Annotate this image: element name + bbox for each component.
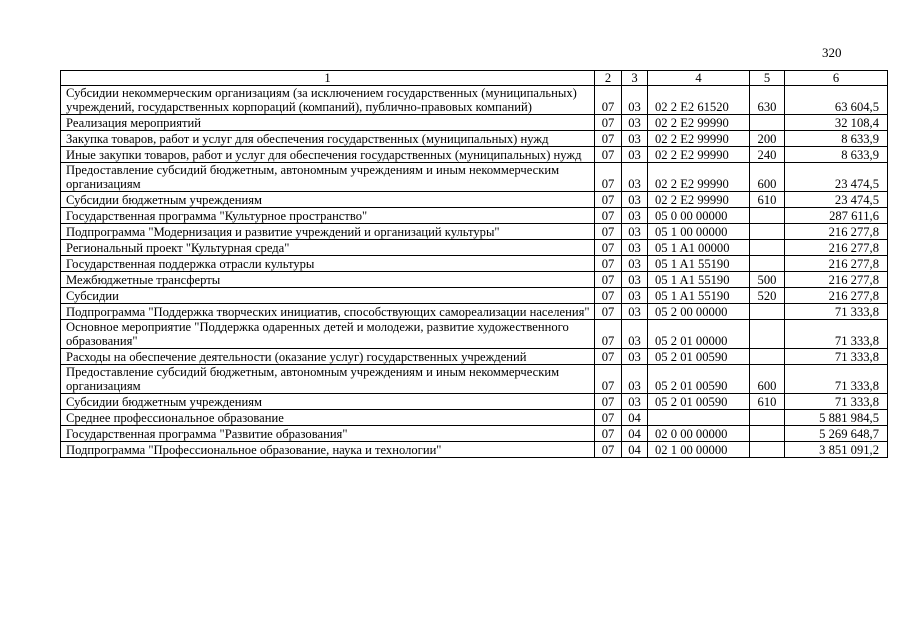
cell-expense-type xyxy=(750,224,785,240)
table-row xyxy=(61,426,888,442)
table-row xyxy=(61,256,888,272)
cell-subsection: 03 xyxy=(622,147,648,163)
cell-target-article: 02 2 E2 99990 xyxy=(648,131,750,147)
cell-subsection: 03 xyxy=(622,131,648,147)
cell-target-article: 05 1 00 00000 xyxy=(648,224,750,240)
table-row xyxy=(61,224,888,240)
cell-expense-type: 500 xyxy=(750,272,785,288)
cell-amount: 71 333,8 xyxy=(785,304,888,320)
cell-expense-type: 240 xyxy=(750,147,785,163)
cell-expense-type xyxy=(750,304,785,320)
cell-target-article: 05 1 A1 55190 xyxy=(648,272,750,288)
cell-name: Субсидии некоммерческим организациям (за исключением государственных (муниципальных) учреждений, государственных корпораций (компаний), публично-правовых компаний) xyxy=(61,86,595,115)
cell-name: Подпрограмма "Модернизация и развитие учреждений и организаций культуры" xyxy=(61,224,595,240)
table-row xyxy=(61,163,888,192)
cell-section: 07 xyxy=(595,240,622,256)
table-row xyxy=(61,208,888,224)
cell-target-article: 05 2 00 00000 xyxy=(648,304,750,320)
cell-name: Закупка товаров, работ и услуг для обеспечения государственных (муниципальных) нужд xyxy=(61,131,595,147)
cell-expense-type xyxy=(750,115,785,131)
cell-amount: 32 108,4 xyxy=(785,115,888,131)
table-row xyxy=(61,115,888,131)
cell-subsection: 03 xyxy=(622,115,648,131)
cell-amount: 216 277,8 xyxy=(785,256,888,272)
cell-target-article: 05 2 01 00000 xyxy=(648,320,750,349)
table-row xyxy=(61,349,888,365)
cell-name: Предоставление субсидий бюджетным, автономным учреждениям и иным некоммерческим организациям xyxy=(61,163,595,192)
cell-subsection: 03 xyxy=(622,394,648,410)
cell-target-article: 05 1 A1 55190 xyxy=(648,288,750,304)
cell-amount: 8 633,9 xyxy=(785,131,888,147)
cell-amount: 5 269 648,7 xyxy=(785,426,888,442)
cell-amount: 216 277,8 xyxy=(785,272,888,288)
cell-section: 07 xyxy=(595,288,622,304)
cell-section: 07 xyxy=(595,394,622,410)
cell-amount: 71 333,8 xyxy=(785,365,888,394)
cell-name: Государственная программа "Культурное пространство" xyxy=(61,208,595,224)
cell-section: 07 xyxy=(595,304,622,320)
table-row xyxy=(61,410,888,426)
cell-name: Межбюджетные трансферты xyxy=(61,272,595,288)
cell-expense-type xyxy=(750,320,785,349)
cell-amount: 3 851 091,2 xyxy=(785,442,888,458)
cell-expense-type: 630 xyxy=(750,86,785,115)
table-row xyxy=(61,304,888,320)
cell-expense-type: 610 xyxy=(750,192,785,208)
cell-subsection: 03 xyxy=(622,192,648,208)
cell-section: 07 xyxy=(595,256,622,272)
table-row xyxy=(61,365,888,394)
cell-expense-type: 600 xyxy=(750,365,785,394)
cell-name: Основное мероприятие "Поддержка одаренных детей и молодежи, развитие художественного образования" xyxy=(61,320,595,349)
cell-amount: 71 333,8 xyxy=(785,320,888,349)
cell-amount: 287 611,6 xyxy=(785,208,888,224)
cell-target-article: 05 2 01 00590 xyxy=(648,365,750,394)
cell-amount: 71 333,8 xyxy=(785,349,888,365)
cell-subsection: 03 xyxy=(622,224,648,240)
cell-subsection: 04 xyxy=(622,442,648,458)
table-row xyxy=(61,240,888,256)
cell-section: 07 xyxy=(595,442,622,458)
table-row xyxy=(61,131,888,147)
cell-amount: 23 474,5 xyxy=(785,163,888,192)
cell-expense-type xyxy=(750,410,785,426)
cell-expense-type: 200 xyxy=(750,131,785,147)
cell-name: Иные закупки товаров, работ и услуг для обеспечения государственных (муниципальных) нужд xyxy=(61,147,595,163)
cell-subsection: 03 xyxy=(622,288,648,304)
cell-target-article: 02 2 E2 99990 xyxy=(648,115,750,131)
cell-name: Реализация мероприятий xyxy=(61,115,595,131)
cell-section: 07 xyxy=(595,410,622,426)
cell-amount: 216 277,8 xyxy=(785,288,888,304)
cell-expense-type xyxy=(750,256,785,272)
cell-expense-type: 520 xyxy=(750,288,785,304)
cell-name: Расходы на обеспечение деятельности (оказание услуг) государственных учреждений xyxy=(61,349,595,365)
table-body xyxy=(61,86,888,458)
cell-subsection: 03 xyxy=(622,163,648,192)
cell-target-article: 02 2 E2 61520 xyxy=(648,86,750,115)
cell-section: 07 xyxy=(595,147,622,163)
cell-name: Субсидии бюджетным учреждениям xyxy=(61,394,595,410)
table-row xyxy=(61,147,888,163)
cell-target-article: 05 2 01 00590 xyxy=(648,349,750,365)
cell-section: 07 xyxy=(595,272,622,288)
cell-name: Подпрограмма "Поддержка творческих инициатив, способствующих самореализации населения" xyxy=(61,304,595,320)
table-row xyxy=(61,394,888,410)
budget-table xyxy=(60,70,888,458)
cell-section: 07 xyxy=(595,224,622,240)
table-row xyxy=(61,86,888,115)
cell-expense-type: 600 xyxy=(750,163,785,192)
cell-amount: 63 604,5 xyxy=(785,86,888,115)
cell-subsection: 03 xyxy=(622,349,648,365)
cell-amount: 71 333,8 xyxy=(785,394,888,410)
cell-target-article xyxy=(648,410,750,426)
table-row xyxy=(61,192,888,208)
cell-amount: 5 881 984,5 xyxy=(785,410,888,426)
cell-name: Субсидии бюджетным учреждениям xyxy=(61,192,595,208)
cell-section: 07 xyxy=(595,131,622,147)
table-row xyxy=(61,288,888,304)
cell-amount: 216 277,8 xyxy=(785,240,888,256)
page-number: 320 xyxy=(822,45,842,60)
cell-target-article: 02 2 E2 99990 xyxy=(648,147,750,163)
table-header-row xyxy=(61,71,888,86)
cell-section: 07 xyxy=(595,208,622,224)
cell-amount: 8 633,9 xyxy=(785,147,888,163)
cell-section: 07 xyxy=(595,426,622,442)
cell-section: 07 xyxy=(595,163,622,192)
cell-amount: 23 474,5 xyxy=(785,192,888,208)
cell-subsection: 03 xyxy=(622,256,648,272)
cell-expense-type: 610 xyxy=(750,394,785,410)
cell-section: 07 xyxy=(595,115,622,131)
cell-section: 07 xyxy=(595,365,622,394)
cell-expense-type xyxy=(750,442,785,458)
cell-expense-type xyxy=(750,240,785,256)
cell-subsection: 03 xyxy=(622,320,648,349)
cell-subsection: 03 xyxy=(622,365,648,394)
table-row xyxy=(61,442,888,458)
cell-name: Государственная поддержка отрасли культуры xyxy=(61,256,595,272)
cell-amount: 216 277,8 xyxy=(785,224,888,240)
cell-target-article: 05 2 01 00590 xyxy=(648,394,750,410)
cell-target-article: 02 1 00 00000 xyxy=(648,442,750,458)
cell-subsection: 03 xyxy=(622,304,648,320)
cell-target-article: 05 0 00 00000 xyxy=(648,208,750,224)
cell-name: Среднее профессиональное образование xyxy=(61,410,595,426)
header-name: 1 xyxy=(61,71,595,86)
cell-target-article: 02 0 00 00000 xyxy=(648,426,750,442)
cell-name: Подпрограмма "Профессиональное образование, наука и технологии" xyxy=(61,442,595,458)
cell-subsection: 03 xyxy=(622,208,648,224)
header-amount: 6 xyxy=(785,71,888,86)
cell-target-article: 05 1 A1 55190 xyxy=(648,256,750,272)
header-subsection: 3 xyxy=(622,71,648,86)
cell-target-article: 02 2 E2 99990 xyxy=(648,192,750,208)
cell-name: Государственная программа "Развитие образования" xyxy=(61,426,595,442)
cell-subsection: 04 xyxy=(622,426,648,442)
cell-subsection: 03 xyxy=(622,240,648,256)
cell-subsection: 04 xyxy=(622,410,648,426)
cell-section: 07 xyxy=(595,320,622,349)
cell-name: Предоставление субсидий бюджетным, автономным учреждениям и иным некоммерческим организациям xyxy=(61,365,595,394)
header-expense-type: 5 xyxy=(750,71,785,86)
cell-expense-type xyxy=(750,426,785,442)
cell-subsection: 03 xyxy=(622,272,648,288)
cell-expense-type xyxy=(750,208,785,224)
cell-section: 07 xyxy=(595,349,622,365)
cell-section: 07 xyxy=(595,86,622,115)
table-row xyxy=(61,272,888,288)
cell-section: 07 xyxy=(595,192,622,208)
cell-name: Субсидии xyxy=(61,288,595,304)
header-section: 2 xyxy=(595,71,622,86)
cell-expense-type xyxy=(750,349,785,365)
cell-target-article: 05 1 A1 00000 xyxy=(648,240,750,256)
cell-subsection: 03 xyxy=(622,86,648,115)
table-row xyxy=(61,320,888,349)
cell-name: Региональный проект "Культурная среда" xyxy=(61,240,595,256)
header-target-article: 4 xyxy=(648,71,750,86)
cell-target-article: 02 2 E2 99990 xyxy=(648,163,750,192)
